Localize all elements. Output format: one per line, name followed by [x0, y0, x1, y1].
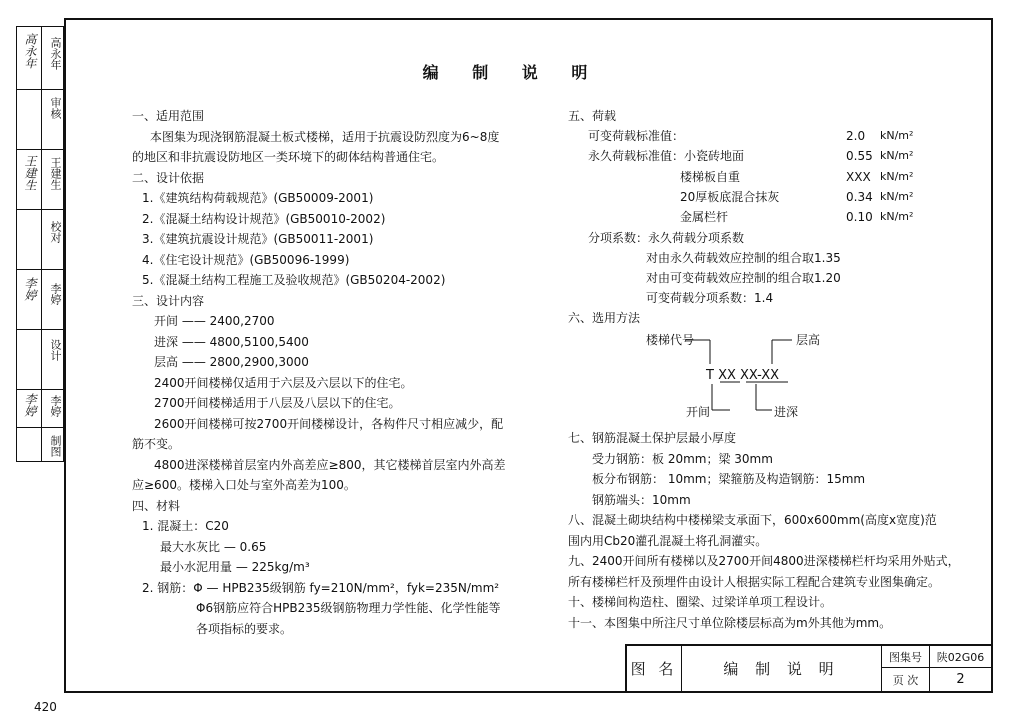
factor-line: 对由永久荷载效应控制的组合取1.35	[646, 251, 841, 265]
right-tail	[568, 428, 988, 633]
paragraph-line: 2700开间楼梯适用于八层及八层以下的住宅。	[154, 396, 401, 410]
paragraph-line: 八、混凝土砌块结构中楼梯梁支承面下，600x600mm(高度x宽度)范	[568, 513, 937, 527]
paragraph-line: 钢筋端头：10mm	[592, 492, 691, 507]
list-item: 开间 —— 2400,2700	[154, 314, 275, 328]
code-label: 楼梯代号	[646, 333, 695, 347]
factor-line: 分项系数：永久荷载分项系数	[588, 231, 745, 245]
list-item: 最小水泥用量 — 225kg/m³	[160, 560, 310, 574]
load-value: 0.10	[846, 210, 873, 224]
list-item: 1. 混凝土：C20	[142, 519, 229, 533]
page-no: 2	[956, 672, 965, 687]
paragraph-line: 的地区和非抗震设防地区一类环境下的砌体结构普通住宅。	[132, 150, 445, 164]
list-item: 层高 —— 2800,2900,3000	[154, 355, 309, 369]
section-heading: 二、设计依据	[132, 170, 205, 185]
sidebar-label-drafter-name: 李婷	[49, 395, 62, 417]
factor-line: 对由可变荷载效应控制的组合取1.20	[646, 271, 841, 285]
sidebar-label-review: 审核	[49, 97, 62, 119]
page-label: 页 次	[882, 668, 930, 691]
paragraph-line: 2400开间楼梯仅适用于六层及六层以下的住宅。	[154, 375, 413, 390]
sidebar-rule	[17, 269, 63, 270]
load-label: 可变荷载标准值：	[588, 129, 685, 143]
paragraph-line: 各项指标的要求。	[196, 621, 293, 636]
signature-designer: 李婷	[23, 277, 37, 301]
height-label: 层高	[796, 333, 821, 347]
list-item: 5.《混凝土结构工程施工及验收规范》(GB50204-2002)	[142, 273, 446, 287]
list-item: 1.《建筑结构荷载规范》(GB50009-2001)	[142, 191, 374, 205]
paragraph-line: 十一、本图集中所注尺寸单位除楼层标高为m外其他为mm。	[568, 615, 892, 630]
signature-sidebar	[16, 26, 64, 462]
paragraph-line: 十、楼梯间构造柱、圈梁、过梁详单项工程设计。	[568, 595, 833, 609]
atlas-label: 图集号	[882, 646, 930, 668]
sidebar-label-design: 设计	[49, 339, 62, 361]
atlas-number: 陕02G06	[930, 646, 991, 668]
load-value: 0.55	[846, 149, 873, 163]
page-title: 编 制 说 明	[422, 63, 602, 82]
section-heading: 一、适用范围	[132, 109, 205, 123]
paragraph-line: 2600开间楼梯可按2700开间楼梯设计，各构件尺寸相应减少，配	[154, 416, 504, 431]
list-item: 最大水灰比 — 0.65	[160, 539, 267, 554]
load-unit: kN/m²	[880, 190, 914, 203]
paragraph-line: 受力钢筋：板 20mm；梁 30mm	[592, 451, 773, 466]
load-value: 2.0	[846, 129, 866, 143]
list-item: 进深 —— 4800,5100,5400	[154, 334, 309, 349]
paragraph-line: 围内用Cb20灌孔混凝土将孔洞灌实。	[568, 533, 768, 548]
paragraph-line: 应≥600。楼梯入口处与室外高差为100。	[132, 478, 356, 492]
title-block	[625, 644, 991, 691]
paragraph-line: 九、2400开间所有楼梯以及2700开间4800进深楼梯栏杆均采用外贴式，	[568, 554, 960, 568]
list-item: 4.《住宅设计规范》(GB50096-1999)	[142, 252, 350, 267]
load-value: 0.34	[846, 190, 873, 204]
load-value: XXX	[846, 170, 871, 184]
section-heading: 七、钢筋混凝土保护层最小厚度	[568, 431, 737, 445]
paragraph-line: 所有楼梯栏杆及预埋件由设计人根据实际工程配合建筑专业图集确定。	[568, 574, 941, 589]
depth-label: 进深	[774, 405, 799, 419]
sidebar-rule	[17, 427, 63, 428]
list-item: 2.《混凝土结构设计规范》(GB50010-2002)	[142, 211, 386, 226]
page-number: 420	[34, 700, 57, 714]
section-heading: 三、设计内容	[132, 293, 205, 308]
load-unit: kN/m²	[880, 210, 914, 223]
sidebar-rule	[17, 89, 63, 90]
section-heading: 五、荷载	[568, 109, 617, 123]
sidebar-label-designer-name: 李婷	[49, 283, 62, 305]
list-item: 2. 钢筋：Φ — HPB235级钢筋 fy=210N/mm²，fyk=235N/mm²	[142, 580, 500, 595]
sidebar-label-checker-name: 王建生	[49, 157, 62, 190]
section-heading: 四、材料	[132, 498, 181, 513]
load-label: 楼梯板自重	[680, 170, 741, 184]
signature-reviewer: 高永年	[23, 33, 37, 69]
list-item: 3.《建筑抗震设计规范》(GB50011-2001)	[142, 232, 374, 246]
paragraph-line: 板分布钢筋： 10mm；梁箍筋及构造钢筋：15mm	[592, 472, 866, 486]
left-column	[132, 106, 506, 639]
sidebar-label-check: 校对	[49, 221, 62, 243]
sidebar-divider	[41, 27, 42, 461]
sidebar-rule	[17, 209, 63, 210]
load-label: 20厚板底混合抹灰	[680, 190, 780, 204]
section-heading: 六、选用方法	[568, 311, 641, 325]
signature-drafter: 李婷	[23, 393, 37, 417]
paragraph-line: 本图集为现浇钢筋混凝土板式楼梯，适用于抗震设防烈度为6~8度	[150, 129, 500, 144]
load-label: 永久荷载标准值：小瓷砖地面	[588, 149, 745, 163]
sidebar-label-drawing: 制图	[49, 435, 62, 457]
sidebar-rule	[17, 149, 63, 150]
load-unit: kN/m²	[880, 129, 914, 142]
sidebar-rule	[17, 329, 63, 330]
load-label: 金属栏杆	[680, 210, 729, 224]
paragraph-line: Φ6钢筋应符合HPB235级钢筋物理力学性能、化学性能等	[196, 601, 501, 615]
paragraph-line: 筋不变。	[132, 437, 181, 451]
drawing-name: 编 制 说 明	[682, 646, 882, 691]
load-unit: kN/m²	[880, 170, 914, 183]
width-label: 开间	[686, 405, 711, 419]
sidebar-label-review: 高永年	[49, 37, 62, 70]
paragraph-line: 4800进深楼梯首层室内外高差应≥800，其它楼梯首层室内外高差	[154, 457, 506, 472]
load-unit: kN/m²	[880, 149, 914, 162]
sidebar-rule	[17, 389, 63, 390]
drawing-name-label: 图 名	[627, 646, 682, 691]
stair-code: T XX XX-XX	[706, 368, 780, 383]
signature-checker: 王建生	[23, 155, 37, 191]
factor-line: 可变荷载分项系数：1.4	[646, 291, 774, 305]
